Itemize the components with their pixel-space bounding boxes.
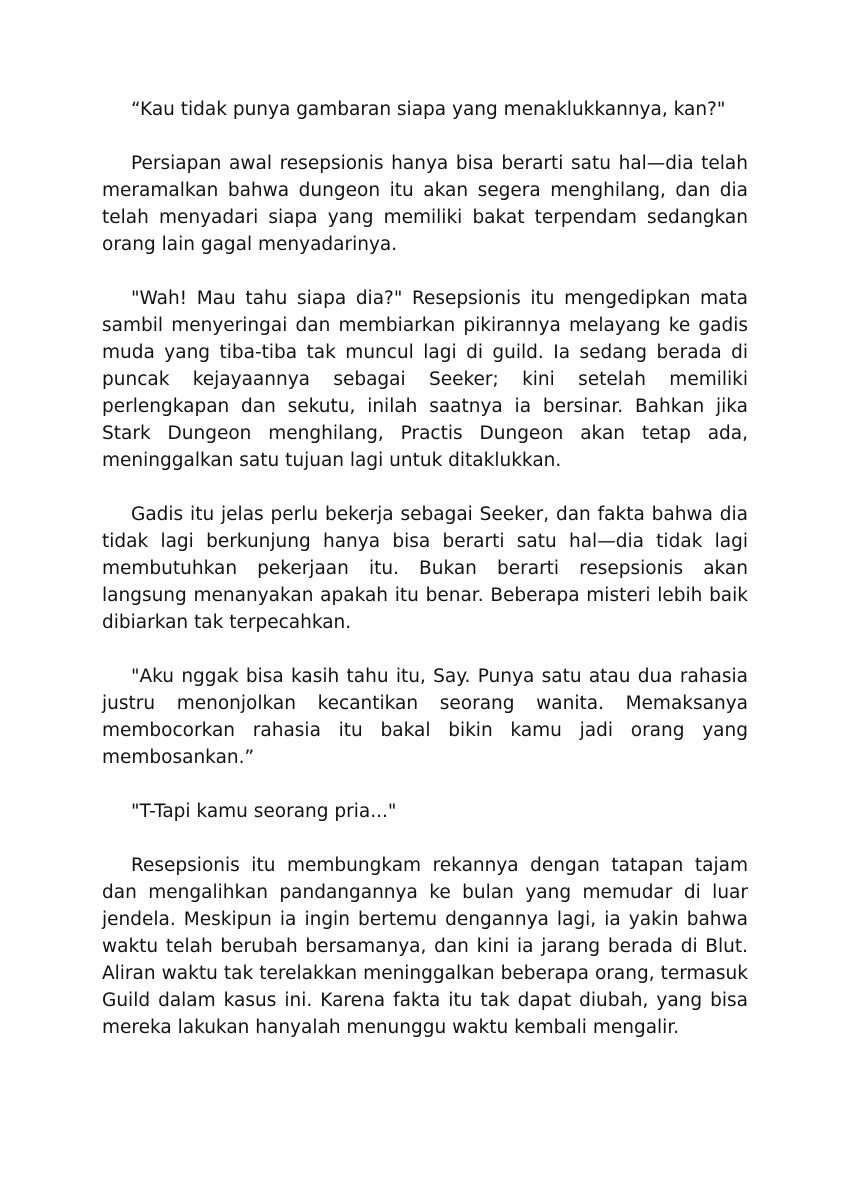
paragraph-dialogue-4: "T-Tapi kamu seorang pria..."	[131, 801, 397, 822]
paragraph-narration-2: Gadis itu jelas perlu bekerja sebagai Seeker, dan fakta bahwa dia tidak lagi berkunjung hanya bisa berarti satu hal—dia tidak lagi membutuhkan pekerjaan itu. Bukan berarti resepsionis akan langsung menanyakan apakah itu benar. Beberapa misteri lebih baik dibiarkan tak terpecahkan.	[102, 504, 748, 633]
paragraph-dialogue-1: “Kau tidak punya gambaran siapa yang menaklukkannya, kan?"	[131, 99, 726, 120]
book-page	[102, 0, 748, 1041]
paragraph-narration-3: Resepsionis itu membungkam rekannya dengan tatapan tajam dan mengalihkan pandangannya ke bulan yang memudar di luar jendela. Meskipun ia ingin bertemu dengannya lagi, ia yakin bahwa waktu telah berubah bersamanya, dan kini ia jarang berada di Blut. Aliran waktu tak terelakkan meninggalkan beberapa orang, termasuk Guild dalam kasus ini. Karena fakta itu tak dapat diubah, yang bisa mereka lakukan hanyalah menunggu waktu kembali mengalir.	[102, 855, 748, 1038]
paragraph-dialogue-3: "Aku nggak bisa kasih tahu itu, Say. Punya satu atau dua rahasia justru menonjolkan kecantikan seorang wanita. Memaksanya membocorkan rahasia itu bakal bikin kamu jadi orang yang membosankan.”	[102, 666, 748, 768]
paragraph-narration-1: Persiapan awal resepsionis hanya bisa berarti satu hal—dia telah meramalkan bahwa dungeon itu akan segera menghilang, dan dia telah menyadari siapa yang memiliki bakat terpendam sedangkan orang lain gagal menyadarinya.	[102, 153, 748, 255]
paragraph-dialogue-2: "Wah! Mau tahu siapa dia?" Resepsionis itu mengedipkan mata sambil menyeringai dan membiarkan pikirannya melayang ke gadis muda yang tiba-tiba tak muncul lagi di guild. Ia sedang berada di puncak kejayaannya sebagai Seeker; kini setelah memiliki perlengkapan dan sekutu, inilah saatnya ia bersinar. Bahkan jika Stark Dungeon menghilang, Practis Dungeon akan tetap ada, meninggalkan satu tujuan lagi untuk ditaklukkan.	[102, 288, 748, 471]
